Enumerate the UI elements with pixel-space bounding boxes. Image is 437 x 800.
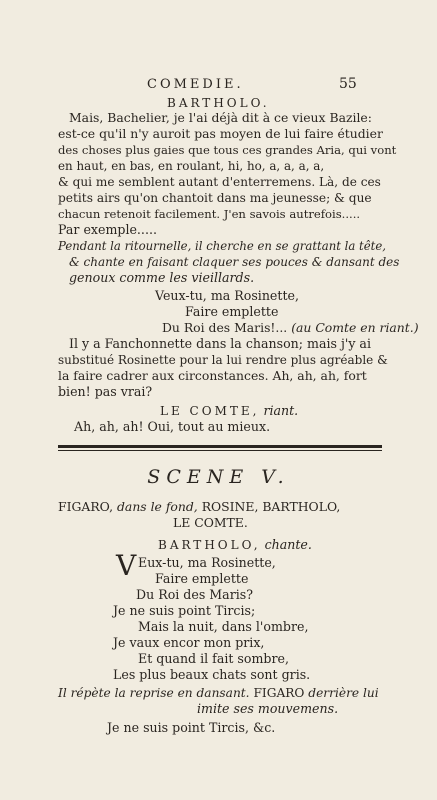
dialogue-line: chacun retenoit facilement. J'en savois autrefois..... <box>58 207 361 221</box>
dialogue-line: Il y a Fanchonnette dans la chanson; mais j'y ai <box>69 336 371 351</box>
speaker-name: BARTHOLO, <box>158 538 261 552</box>
dialogue-line: petits airs qu'on chantoit dans ma jeunesse; & que <box>58 191 372 205</box>
stage-aside: (au Comte en riant.) <box>291 320 419 335</box>
stage-direction-text: derrière lui <box>308 686 379 700</box>
scene-divider-thin <box>58 450 382 451</box>
dialogue-line: la faire cadrer aux circonstances. Ah, ah, ah, fort <box>58 368 367 383</box>
song-line: Les plus beaux chats sont gris. <box>113 667 311 682</box>
character-list: ROSINE, BARTHOLO, <box>201 499 341 514</box>
dialogue-line: Par exemple..... <box>58 222 157 237</box>
scene-title: SCENE V. <box>147 466 290 488</box>
song-line: Je ne suis point Tircis, &c. <box>107 720 276 735</box>
song-line: Eux-tu, ma Rosinette, <box>138 555 276 570</box>
character-figaro: FIGARO, <box>58 499 114 514</box>
stage-direction-text: Il répète la reprise en dansant. <box>58 686 250 700</box>
drop-cap: V <box>116 549 137 582</box>
dialogue-line: substitué Rosinette pour la lui rendre plus agréable & <box>58 353 388 367</box>
stage-direction: imite ses mouvemens. <box>197 701 339 716</box>
dialogue-line: & qui me semblent autant d'enterremens. Là, de ces <box>58 175 381 189</box>
song-line: Je vaux encor mon prix, <box>113 635 265 650</box>
stage-direction: genoux comme les vieillards. <box>69 270 255 285</box>
stage-direction: Pendant la ritournelle, il cherche en se grattant la tête, <box>58 239 386 253</box>
character-figaro: FIGARO <box>253 686 305 700</box>
speaker-direction: chante. <box>264 537 312 552</box>
speaker-direction: riant. <box>263 403 299 418</box>
speaker-name: LE COMTE, <box>160 404 260 418</box>
dialogue-line: Mais, Bachelier, je l'ai déjà dit à ce vieux Bazile: <box>69 110 372 125</box>
stage-direction: & chante en faisant claquer ses pouces & dansant des <box>69 255 400 269</box>
scene-divider-thick <box>58 445 382 448</box>
song-line: Veux-tu, ma Rosinette, <box>155 288 299 303</box>
running-title: COMEDIE. <box>147 77 244 92</box>
song-line <box>162 321 419 335</box>
speaker-bartholo: BARTHOLO. <box>167 96 270 110</box>
character-direction: dans le fond, <box>117 499 198 514</box>
song-line: Et quand il fait sombre, <box>138 651 289 666</box>
dialogue-line: est-ce qu'il n'y auroit pas moyen de lui faire étudier <box>58 126 383 141</box>
speaker-comte <box>160 404 298 418</box>
song-line: Faire emplette <box>185 304 279 319</box>
speaker-bartholo-chante <box>158 538 312 552</box>
character-comte: LE COMTE. <box>173 515 248 530</box>
dialogue-line: bien! pas vrai? <box>58 384 153 399</box>
song-line-text: Du Roi des Maris!... <box>162 320 288 335</box>
song-line: Je ne suis point Tircis; <box>113 603 256 618</box>
dialogue-line: en haut, en bas, en roulant, hi, ho, a, a, a, a, <box>58 159 325 173</box>
dialogue-line: des choses plus gaies que tous ces grandes Aria, qui vont <box>58 143 397 157</box>
stage-direction <box>58 686 379 700</box>
song-line: Faire emplette <box>155 571 249 586</box>
page-number: 55 <box>339 76 357 92</box>
song-line: Du Roi des Maris? <box>136 587 253 602</box>
scene-characters <box>58 500 340 514</box>
song-line: Mais la nuit, dans l'ombre, <box>138 619 309 634</box>
dialogue-line: Ah, ah, ah! Oui, tout au mieux. <box>74 419 271 434</box>
